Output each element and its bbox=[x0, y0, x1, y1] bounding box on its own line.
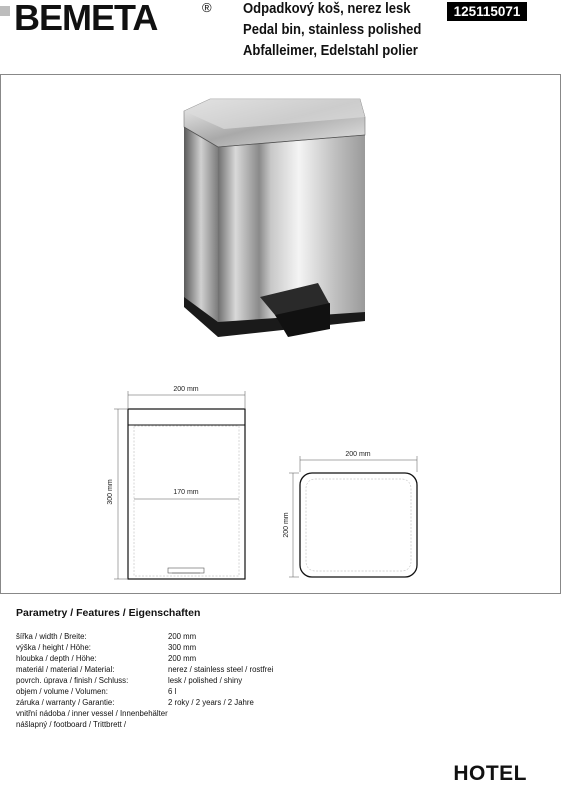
spec-row bbox=[16, 675, 243, 686]
spec-row bbox=[16, 664, 274, 675]
spec-row bbox=[16, 653, 197, 664]
spec-label: výška / height / Höhe: bbox=[16, 643, 91, 652]
spec-row bbox=[16, 631, 197, 642]
spec-value: lesk / polished / shiny bbox=[168, 676, 243, 685]
pedal-bin-photo bbox=[180, 97, 370, 342]
spec-label: hloubka / depth / Höhe: bbox=[16, 654, 97, 663]
spec-row bbox=[16, 686, 177, 697]
bottom-divider bbox=[0, 593, 561, 594]
spec-label: povrch. úprava / finish / Schluss: bbox=[16, 676, 129, 685]
brand-logo: BEMETA bbox=[14, 0, 158, 38]
spec-row bbox=[16, 708, 168, 719]
product-code-badge: 125115071 bbox=[447, 2, 527, 21]
top-divider bbox=[0, 74, 561, 75]
product-titles bbox=[243, 0, 441, 62]
spec-row bbox=[16, 719, 126, 730]
spec-label: záruka / warranty / Garantie: bbox=[16, 698, 115, 707]
inner-width-label: 170 mm bbox=[173, 489, 199, 496]
spec-label: objem / volume / Volumen: bbox=[16, 687, 108, 696]
spec-value: 300 mm bbox=[168, 643, 197, 652]
spec-row bbox=[16, 642, 197, 653]
spec-value: 6 l bbox=[168, 687, 177, 696]
spec-label: nášlapný / footboard / Trittbrett / bbox=[16, 720, 127, 729]
technical-drawing bbox=[100, 380, 430, 580]
spec-label: vnitřní nádoba / inner vessel / Innenbehälter bbox=[16, 709, 168, 718]
front-height-label: 300 mm bbox=[107, 479, 114, 505]
spec-label: šířka / width / Breite: bbox=[16, 632, 87, 641]
features-title: Parametry / Features / Eigenschaften bbox=[16, 607, 201, 619]
logo-square-mark bbox=[0, 6, 10, 16]
spec-value: 200 mm bbox=[168, 654, 197, 663]
front-width-label: 200 mm bbox=[173, 386, 199, 393]
registered-mark: ® bbox=[202, 0, 212, 15]
category-label: HOTEL bbox=[453, 762, 527, 785]
top-width-label: 200 mm bbox=[345, 451, 371, 458]
top-depth-label: 200 mm bbox=[283, 512, 290, 538]
spec-value: nerez / stainless steel / rostfrei bbox=[168, 665, 274, 674]
title-cz: Odpadkový koš, nerez lesk bbox=[243, 1, 411, 17]
spec-label: materiál / material / Material: bbox=[16, 665, 115, 674]
spec-value: 2 roky / 2 years / 2 Jahre bbox=[168, 698, 254, 707]
spec-row bbox=[16, 697, 254, 708]
spec-value: 200 mm bbox=[168, 632, 197, 641]
left-border bbox=[0, 74, 1, 594]
title-de: Abfalleimer, Edelstahl polier bbox=[243, 43, 418, 59]
title-en: Pedal bin, stainless polished bbox=[243, 22, 422, 38]
